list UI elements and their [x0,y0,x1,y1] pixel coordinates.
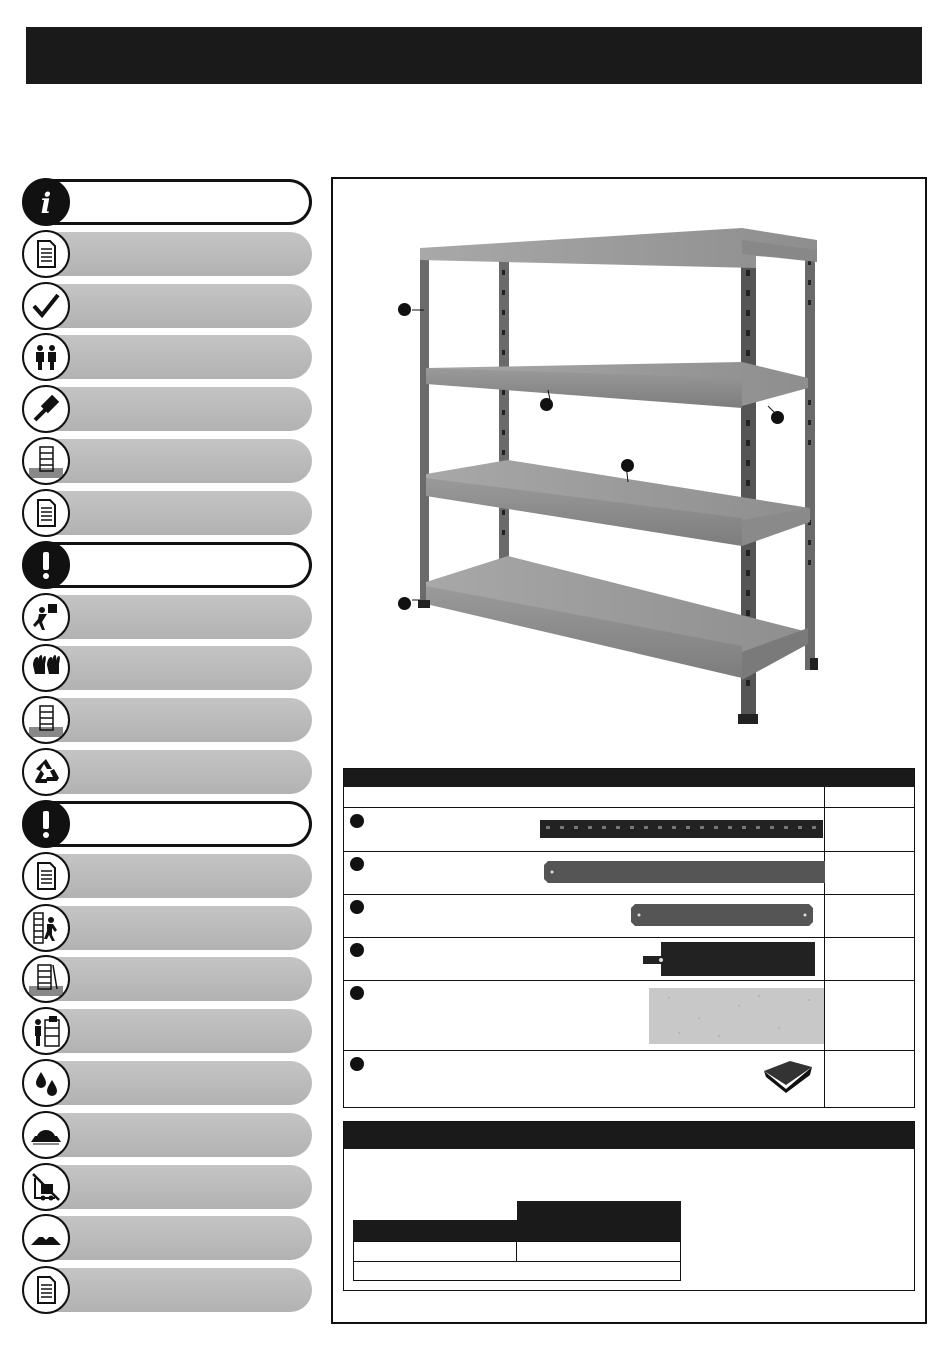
upright-icon [540,820,823,838]
parts-row-long-beam [344,851,914,895]
sidebar-item [22,852,312,900]
person-lifting-icon [22,593,70,641]
warning-icon [22,541,70,589]
warning-icon [22,800,70,848]
uniform-load-icon [22,1111,70,1159]
sidebar-item [22,1111,312,1159]
sidebar [22,178,312,1318]
load-capacity-table [353,1201,681,1281]
shelving-floor-icon [22,437,70,485]
sidebar-item [22,333,312,381]
callout-long-beam [540,398,553,411]
parts-row-upright [344,808,914,852]
sidebar-section-info [22,178,312,226]
info-icon [22,178,70,226]
callout-upright [398,303,411,316]
checkmark-icon [22,282,70,330]
sidebar-item [22,1059,312,1107]
sidebar-item [22,644,312,692]
sidebar-item [22,696,312,744]
sidebar-item [22,230,312,278]
foot-icon [764,1061,814,1093]
sidebar-item [22,437,312,485]
water-drops-icon [22,1059,70,1107]
short-beam-icon [631,904,813,926]
sidebar-item [22,1163,312,1211]
callout-shelf-board [621,459,634,472]
sidebar-item [22,1266,312,1314]
document-icon [22,1266,70,1314]
document-icon [22,230,70,278]
parts-row-foot [344,1051,914,1106]
sidebar-item [22,489,312,537]
svg-text:i: i [40,187,52,219]
document-icon [22,489,70,537]
sidebar-section-warning [22,541,312,589]
sidebar-item [22,385,312,433]
document-icon [22,852,70,900]
point-load-icon [22,1214,70,1262]
sidebar-item [22,1214,312,1262]
sidebar-item [22,904,312,952]
callout-foot [398,597,411,610]
specification-header [344,1122,914,1149]
parts-table-header [344,769,914,787]
specification-box [343,1121,915,1291]
center-support-icon [641,942,817,976]
header-bar [26,27,922,84]
sidebar-item [22,1007,312,1055]
no-forklift-icon [22,1163,70,1211]
sidebar-item [22,748,312,796]
parts-row-center-support [344,937,914,981]
parts-table [343,768,915,1108]
shelving-unit-illustration [380,220,840,740]
callout-short-beam [771,411,784,424]
sidebar-item [22,282,312,330]
long-beam-icon [544,861,825,883]
parts-row-short-beam [344,894,914,938]
person-climbing-icon [22,904,70,952]
parts-table-subheader [344,787,914,808]
sidebar-item [22,955,312,1003]
shelving-floor-icon [22,696,70,744]
mallet-icon [22,385,70,433]
sidebar-item [22,593,312,641]
parts-row-chipboard-shelf [344,980,914,1051]
sidebar-section-warning [22,800,312,848]
recycle-icon [22,748,70,796]
person-loading-icon [22,1007,70,1055]
chipboard-shelf-icon [649,988,824,1044]
